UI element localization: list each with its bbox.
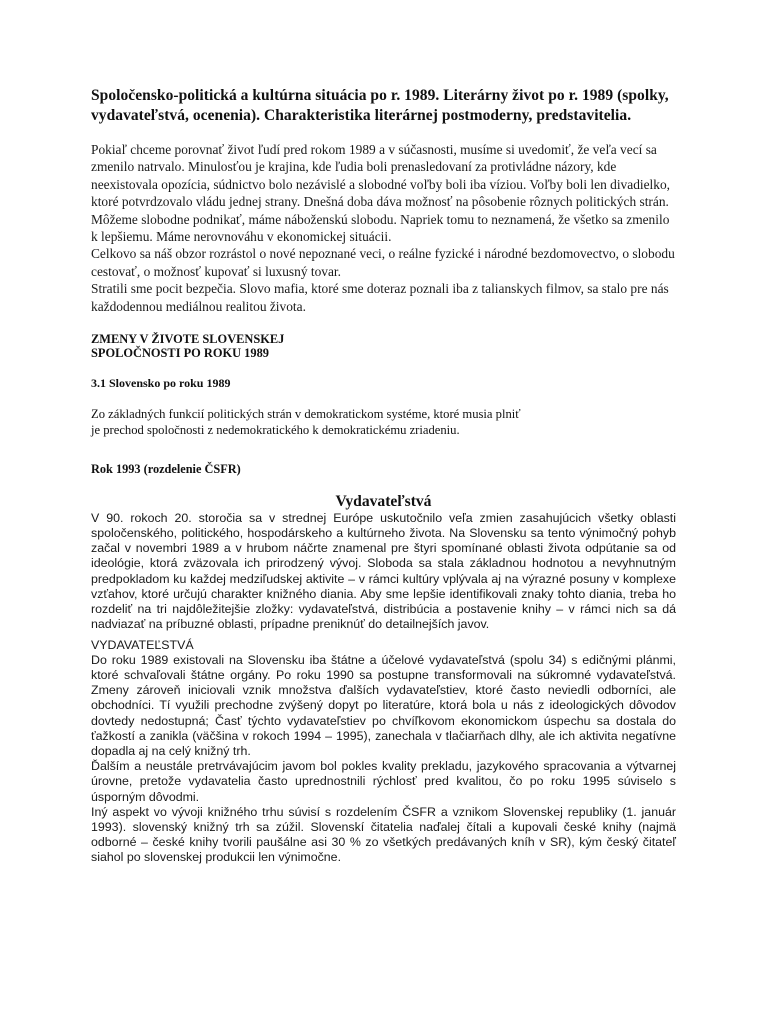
heading-section-3-1: 3.1 Slovensko po roku 1989 — [91, 375, 231, 390]
paragraph-iny-aspekt: Iný aspekt vo vývoji knižného trhu súvisí s rozdelením ČSFR a vznikom Slovenskej republiky (1. január 1993). slovenský knižný trh sa zúžil. Slovenskí čitatelia naďalej čítali a kupovali české knihy (najmä odborné – české knihy tvorili paušálne asi 30 % zo všetkých predávaných kníh v SR), kým český čitateľ siahol po slovenskej produkcii len výnimočne. — [91, 804, 676, 865]
heading-rok-1993: Rok 1993 (rozdelenie ČSFR) — [91, 461, 241, 476]
document-page — [91, 86, 676, 866]
paragraph-zo-line1: Zo základných funkcií politických strán v demokratickom systéme, ktoré musia plniť — [91, 406, 521, 421]
heading-vydavatelstva-caps: VYDAVATEĽSTVÁ — [91, 637, 194, 652]
paragraph-dalsim: Ďalším a neustále pretrvávajúcim javom bol pokles kvality prekladu, jazykového spracovania a výtvarnej úrovne, pretože vydavatelia často uprednostnili rýchlosť pred kvalitou, čo po roku 1995 súviselo s úsporným dôvodmi. — [91, 759, 676, 804]
intro-section — [91, 141, 676, 315]
paragraph-zo — [91, 406, 676, 438]
heading-zmeny-line2: SPOLOČNOSTI PO ROKU 1989 — [91, 346, 269, 361]
paragraph-do-roku: Do roku 1989 existovali na Slovensku iba štátne a účelové vydavateľstvá (spolu 34) s edičnými plánmi, ktoré schvaľovali štátne orgány. Po roku 1990 sa postupne transformovali na súkromné vydavateľstvá. Zmeny zároveň iniciovali vznik množstva ďalších vydavateľstiev, ktoré často neviedli odborníci, ale obchodníci. Tí využili prechodne zvýšený dopyt po literatúre, ktorá bola u nás z ideologických dôvodov dovtedy nedostupná; Časť týchto vydavateľstiev po chvíľkovom ekonomickom úspechu sa dostala do ťažkostí a zanikla (väčšina v rokoch 1994 – 1995), zanechala v tlačiarňach dlhy, ale ich aktivita negatívne dopadla aj na celý knižný trh. — [91, 652, 676, 758]
intro-paragraph-1: Pokiaľ chceme porovnať život ľudí pred rokom 1989 a v súčasnosti, musíme si uvedomiť, že veľa vecí sa zmenilo natrvalo. Minulosťou je krajina, kde ľudia boli prenasledovaní za protivládne názory, kde neexistovala opozícia, súdnictvo bolo nezávislé a slobodné voľby boli iba víziou. Voľby boli len divadielko, ktoré potvrdzovalo vládu jednej strany. Dnešná doba dáva možnosť na pôsobenie rôznych politických strán. Môžeme slobodne podnikať, máme náboženskú slobodu. Napriek tomu to neznamená, že všetko sa zmenilo k lepšiemu. Máme nerovnováhu v ekonomickej situácii. — [91, 142, 671, 245]
heading-vydavatelstva: Vydavateľstvá — [335, 492, 432, 510]
heading-zmeny-line1: ZMENY V ŽIVOTE SLOVENSKEJ — [91, 332, 285, 347]
paragraph-v90: V 90. rokoch 20. storočia sa v strednej Európe uskutočnilo veľa zmien zasahujúcich všetky oblasti spoločenského, politického, hospodárskeho a kultúrneho života. Na Slovensku sa tento výnimočný pohyb začal v novembri 1989 a v hrubom náčrte znamenal pre štyri spomínané oblasti života odpútanie sa od ideológie, ktorá zväzovala ich prirodzený vývoj. Sloboda sa stala základnou hodnotou a nevyhnutným predpokladom ku každej medziľudskej aktivite – v rámci kultúry vplývala aj na výrazné posuny v komplexe vzťahov, ktoré určujú charakter knižného diania. Aby sme lepšie identifikovali znaky tohto diania, treba ho rozdeliť na tri najdôležitejšie zložky: vydavateľstvá, distribúcia a postavenie knihy – v rámci nich sa dá nadviazať na príbuzné oblasti, prípadne preniknúť do detailnejších javov. — [91, 510, 676, 632]
document-title: Spoločensko-politická a kultúrna situácia po r. 1989. Literárny život po r. 1989 (spolky, vydavateľstvá, ocenenia). Charakteristika literárnej postmoderny, predstavitelia. — [91, 87, 669, 124]
intro-paragraph-3: Stratili sme pocit bezpečia. Slovo mafia, ktoré sme doteraz poznali iba z talianskych filmov, sa stalo pre nás každodennou mediálnou realitou života. — [91, 281, 669, 314]
paragraph-zo-line2: je prechod spoločnosti z nedemokratického k demokratickému zriadeniu. — [91, 422, 460, 437]
heading-zmeny — [91, 332, 676, 361]
intro-paragraph-2: Celkovo sa náš obzor rozrástol o nové nepoznané veci, o reálne fyzické i národné bezdomovectvo, o slobodu cestovať, o možnosť kupovať si luxusný tovar. — [91, 246, 675, 279]
